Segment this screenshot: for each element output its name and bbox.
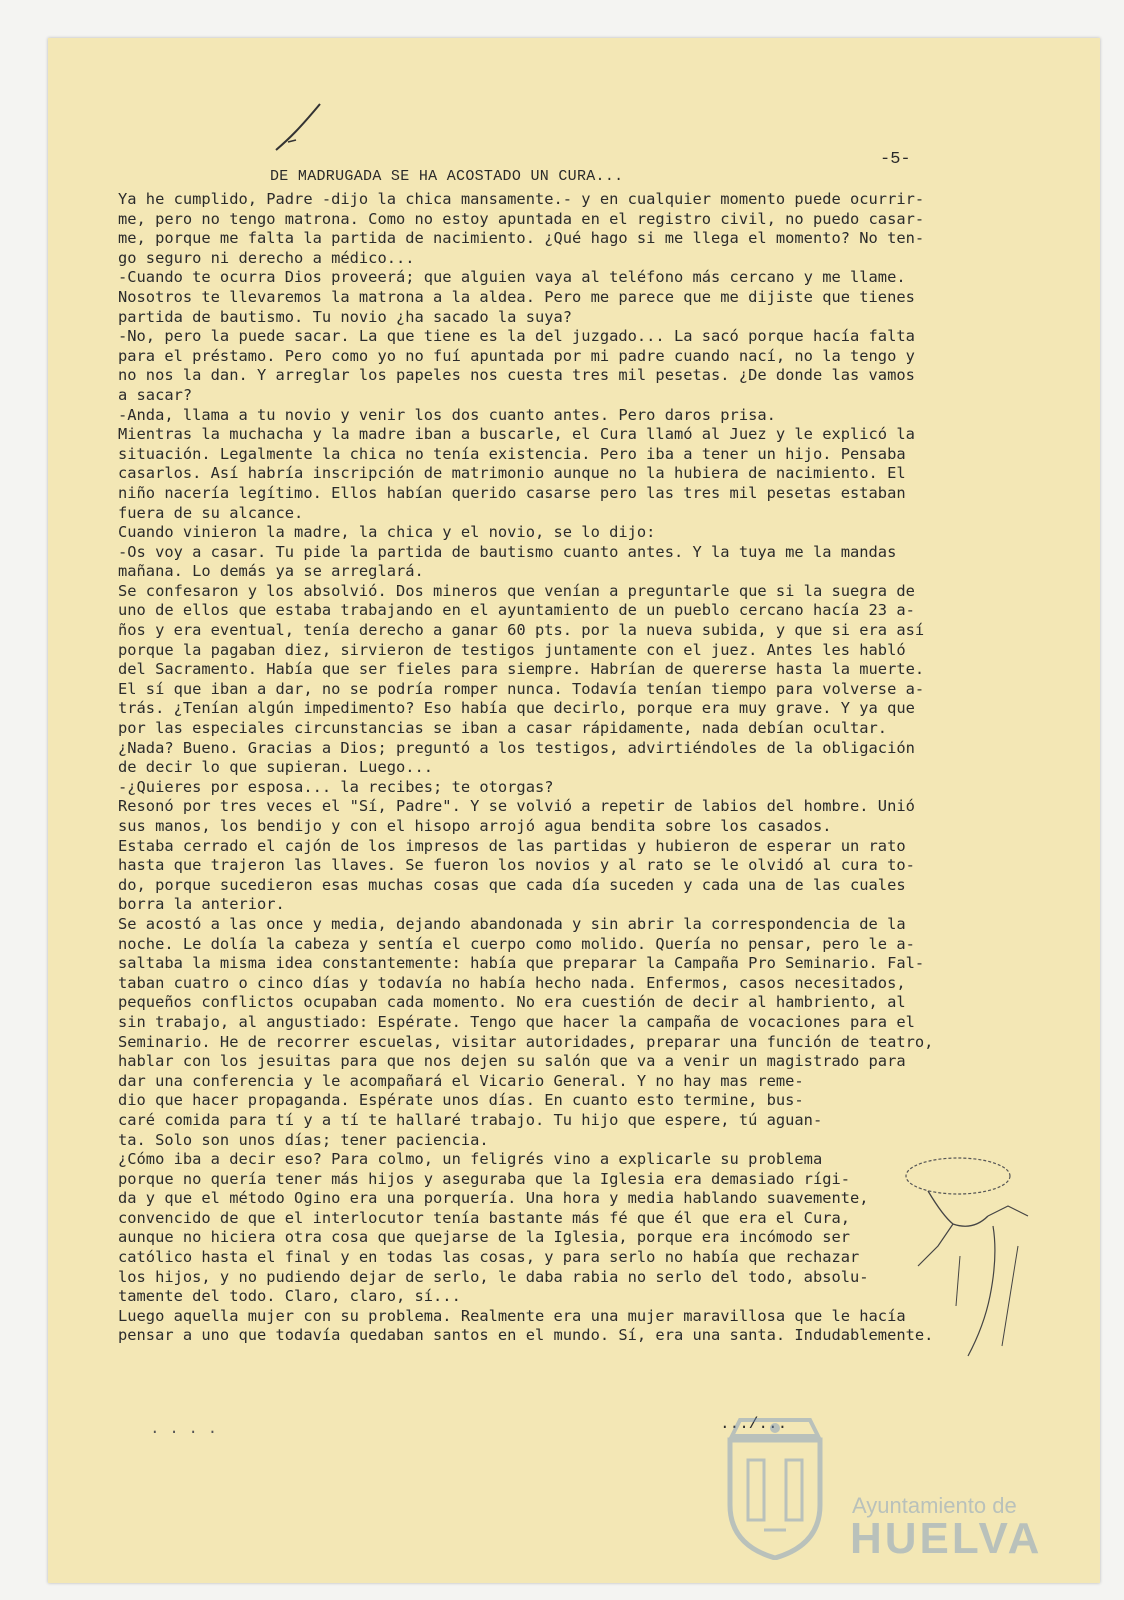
text-line: -Cuando te ocurra Dios proveerá; que alguien vaya al teléfono más cercano y me llame. <box>118 268 906 287</box>
text-line: uno de ellos que estaba trabajando en el ayuntamiento de un pueblo cercano hacía 23 a- <box>118 601 915 620</box>
text-line: convencido de que el interlocutor tenía bastante más fé que él que era el Cura, <box>118 1208 851 1227</box>
text-line: porque no quería tener más hijos y aseguraba que la Iglesia era demasiado rígi- <box>118 1169 851 1188</box>
text-line: Ya he cumplido, Padre -dijo la chica mansamente.- y en cualquier momento puede ocurrir- <box>118 190 925 208</box>
text-line: Se acostó a las once y media, dejando abandonada y sin abrir la correspondencia de la <box>118 914 906 933</box>
text-line: Resonó por tres veces el "Sí, Padre". Y se volvió a repetir de labios del hombre. Unió <box>118 797 915 816</box>
text-line: pensar a uno que todavía quedaban santos en el mundo. Sí, era una santa. Indudablemente. <box>118 1326 934 1345</box>
watermark-line1: Ayuntamiento de <box>852 1493 1017 1518</box>
page-title: DE MADRUGADA SE HA ACOSTADO UN CURA... <box>270 168 624 185</box>
continued-mark: .../... <box>720 1415 788 1433</box>
text-line: Se confesaron y los absolvió. Dos mineros que venían a preguntarle que si la suegra de <box>118 581 915 600</box>
text-line: fuera de su alcance. <box>118 503 304 522</box>
text-line: porque la pagaban diez, sirvieron de testigos juntamente con el juez. Antes les habló <box>118 640 906 659</box>
trailing-dots: . . . . <box>150 1420 218 1438</box>
text-line: dar una conferencia y le acompañará el Vicario General. Y no hay mas reme- <box>118 1071 804 1090</box>
text-line: -Os voy a casar. Tu pide la partida de bautismo cuanto antes. Y la tuya me la mandas <box>118 542 897 561</box>
text-line: go seguro ni derecho a médico... <box>118 248 415 267</box>
text-line: los hijos, y no pudiendo dejar de serlo, le daba rabia no serlo del todo, absolu- <box>118 1267 869 1286</box>
text-line: situación. Legalmente la chica no tenía existencia. Pero iba a tener un hijo. Pensaba <box>118 444 906 463</box>
text-line: ños y era eventual, tenía derecho a ganar 60 pts. por la nueva subida, y que si era así <box>118 621 925 640</box>
text-line: a sacar? <box>118 385 193 404</box>
text-line: saltaba la misma idea constantemente: había que preparar la Campaña Pro Seminario. Fal- <box>118 954 925 973</box>
text-line: trás. ¿Tenían algún impedimento? Eso había que decirlo, porque era muy grave. Y ya que <box>118 699 915 718</box>
text-line: para el préstamo. Pero como yo no fuí apuntada por mi padre cuando nací, no la tengo y <box>118 346 915 365</box>
text-line: Nosotros te llevaremos la matrona a la aldea. Pero me parece que me dijiste que tienes <box>118 287 915 306</box>
text-line: Cuando vinieron la madre, la chica y el novio, se lo dijo: <box>118 523 656 542</box>
text-line: sus manos, los bendijo y con el hisopo arrojó agua bendita sobre los casados. <box>118 817 832 835</box>
text-line: pequeños conflictos ocupaban cada momento. No era cuestión de decir al hambriento, al <box>118 993 906 1012</box>
text-line: hasta que trajeron las llaves. Se fueron los novios y al rato se le olvidó al cura to- <box>118 856 915 875</box>
text-line: El sí que iban a dar, no se podría romper nunca. Todavía tenían tiempo para volverse a- <box>118 679 925 698</box>
text-line: hablar con los jesuitas para que nos dejen su salón que va a venir un magistrado para <box>118 1052 906 1071</box>
text-line: -Anda, llama a tu novio y venir los dos cuanto antes. Pero daros prisa. <box>118 405 776 424</box>
text-line: noche. Le dolía la cabeza y sentía el cuerpo como molido. Quería no pensar, pero le a- <box>118 934 915 953</box>
text-line: borra la anterior. <box>118 895 285 914</box>
text-line: no nos la dan. Y arreglar los papeles nos cuesta tres mil pesetas. ¿De donde las vamos <box>118 366 915 385</box>
text-line: tamente del todo. Claro, claro, sí... <box>118 1287 461 1306</box>
text-line: -¿Quieres por esposa... la recibes; te otorgas? <box>118 777 554 796</box>
text-line: Seminario. He de recorrer escuelas, visitar autoridades, preparar una función de teatro, <box>118 1032 934 1051</box>
text-line: dio que hacer propaganda. Espérate unos días. En cuanto esto termine, bus- <box>118 1091 804 1110</box>
text-line: católico hasta el final y en todas las cosas, y para serlo no había que rechazar <box>118 1248 860 1267</box>
text-line: -No, pero la puede sacar. La que tiene es la del juzgado... La sacó porque hacía falta <box>118 327 915 346</box>
text-line: partida de bautismo. Tu novio ¿ha sacado la suya? <box>118 307 573 326</box>
text-line: me, porque me falta la partida de nacimiento. ¿Qué hago si me llega el momento? No ten- <box>118 229 925 248</box>
text-line: Estaba cerrado el cajón de los impresos de las partidas y hubieron de esperar un rato <box>118 836 906 855</box>
text-line: niño nacería legítimo. Ellos habían querido casarse pero las tres mil pesetas estaban <box>118 483 906 502</box>
text-line: me, pero no tengo matrona. Como no estoy apuntada en el registro civil, no puedo casar- <box>118 209 925 228</box>
text-line: taban cuatro o cinco días y todavía no había hecho nada. Enfermos, casos necesitados, <box>118 973 906 992</box>
text-line: aunque no hiciera otra cosa que quejarse de la Iglesia, porque era incómodo ser <box>118 1228 851 1247</box>
text-line: caré comida para tí y a tí te hallaré trabajo. Tu hijo que espere, tú aguan- <box>118 1110 823 1129</box>
watermark-line2: HUELVA <box>850 1514 1043 1563</box>
document-body <box>118 190 998 1346</box>
text-line: Luego aquella mujer con su problema. Realmente era una mujer maravillosa que le hacía <box>118 1306 906 1325</box>
text-line: casarlos. Así habría inscripción de matrimonio aunque no la hubiera de nacimiento. El <box>118 464 906 483</box>
huelva-crest-icon <box>710 1410 840 1560</box>
text-line: ¿Cómo iba a decir eso? Para colmo, un feligrés vino a explicarle su problema <box>118 1150 823 1169</box>
text-line: del Sacramento. Había que ser fieles para siempre. Habrían de quererse hasta la muerte. <box>118 660 925 679</box>
text-line: do, porque sucedieron esas muchas cosas que cada día suceden y cada una de las cuales <box>118 875 906 894</box>
text-line: Mientras la muchacha y la madre iban a buscarle, el Cura llamó al Juez y le explicó la <box>118 425 915 444</box>
text-line: por las especiales circunstancias se iban a casar rápidamente, nada debían ocultar. <box>118 719 888 738</box>
watermark <box>710 1400 1043 1565</box>
page-number: -5- <box>880 150 911 169</box>
text-line: de decir lo que supieran. Luego... <box>118 758 434 777</box>
pen-mark-icon <box>270 98 330 158</box>
text-line: da y que el método Ogino era una porquería. Una hora y media hablando suavemente, <box>118 1189 869 1208</box>
text-line: ta. Solo son unos días; tener paciencia. <box>118 1130 489 1149</box>
text-line: mañana. Lo demás ya se arreglará. <box>118 562 424 581</box>
text-line: sin trabajo, al angustiado: Espérate. Tengo que hacer la campaña de vocaciones para el <box>118 1012 915 1031</box>
text-line: ¿Nada? Bueno. Gracias a Dios; preguntó a los testigos, advirtiéndoles de la obligación <box>118 738 915 757</box>
